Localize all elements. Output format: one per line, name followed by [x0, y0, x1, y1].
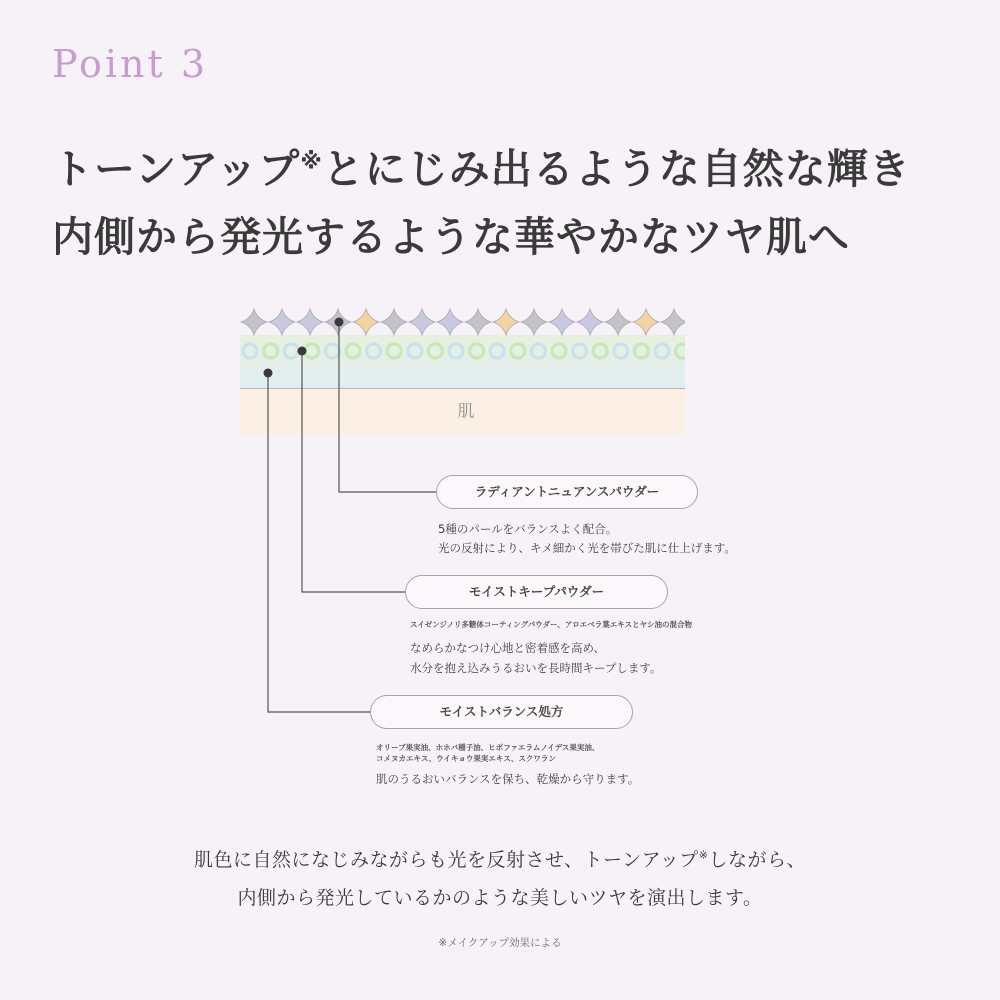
headline-line-2: 内側から発光するような華やかなツヤ肌へ	[52, 213, 850, 261]
footnote: ※メイクアップ効果による	[438, 937, 562, 949]
callout-1-line-2: 光の反射により、キメ細かく光を帯びた肌に仕上げます。	[438, 541, 736, 555]
body-text-line-1	[0, 845, 1000, 872]
callout-3-ingredients-line-1: オリーブ果実油、ホホバ種子油、ヒポファエラムノイデス果実油、	[376, 743, 600, 752]
leader-line-2	[302, 351, 405, 592]
skin-label: 肌	[457, 402, 475, 422]
headline-line-1-text: トーンアップ	[52, 145, 301, 193]
callout-3-ingredients-line-2: コメヌカエキス、ウイキョウ果実エキス、スクワラン	[376, 754, 556, 763]
body-text-line-1-rest: しながら、	[708, 849, 806, 871]
callout-moist-keep-powder: モイストキープパウダー	[405, 575, 668, 609]
leader-dot-1	[335, 318, 344, 327]
headline-line-1-rest: とにじみ出るような自然な輝き	[322, 145, 911, 193]
callout-3-line-1: 肌のうるおいバランスを保ち、乾燥から守ります。	[376, 772, 640, 786]
leader-dot-2	[298, 347, 307, 356]
leader-line-3	[268, 373, 370, 712]
point-label: Point 3	[52, 42, 209, 86]
callout-1-line-1: 5種のパールをバランスよく配合。	[438, 522, 618, 536]
callout-2-line-2: 水分を抱え込みうるおいを長時間キープします。	[410, 661, 662, 675]
callout-2-line-1: なめらかなつけ心地と密着感を高め、	[410, 641, 606, 655]
body-text-line-2: 内側から発光しているかのような美しいツヤを演出します。	[237, 887, 763, 909]
body-text-line-1-text: 肌色に自然になじみながらも光を反射させ、トーンアップ	[194, 849, 699, 871]
headline-footnote-mark: ※	[300, 149, 323, 175]
callout-2-ingredients: スイゼンジノリ多糖体コーティングパウダー、アロエベラ葉エキスとヤシ油の混合物	[410, 620, 693, 629]
body-footnote-mark: ※	[698, 848, 709, 862]
leader-dot-3	[264, 369, 273, 378]
callout-moist-balance-formula: モイストバランス処方	[370, 695, 633, 729]
callout-radiant-nuance-powder: ラディアントニュアンスパウダー	[436, 475, 698, 509]
leader-line-1	[339, 322, 436, 492]
